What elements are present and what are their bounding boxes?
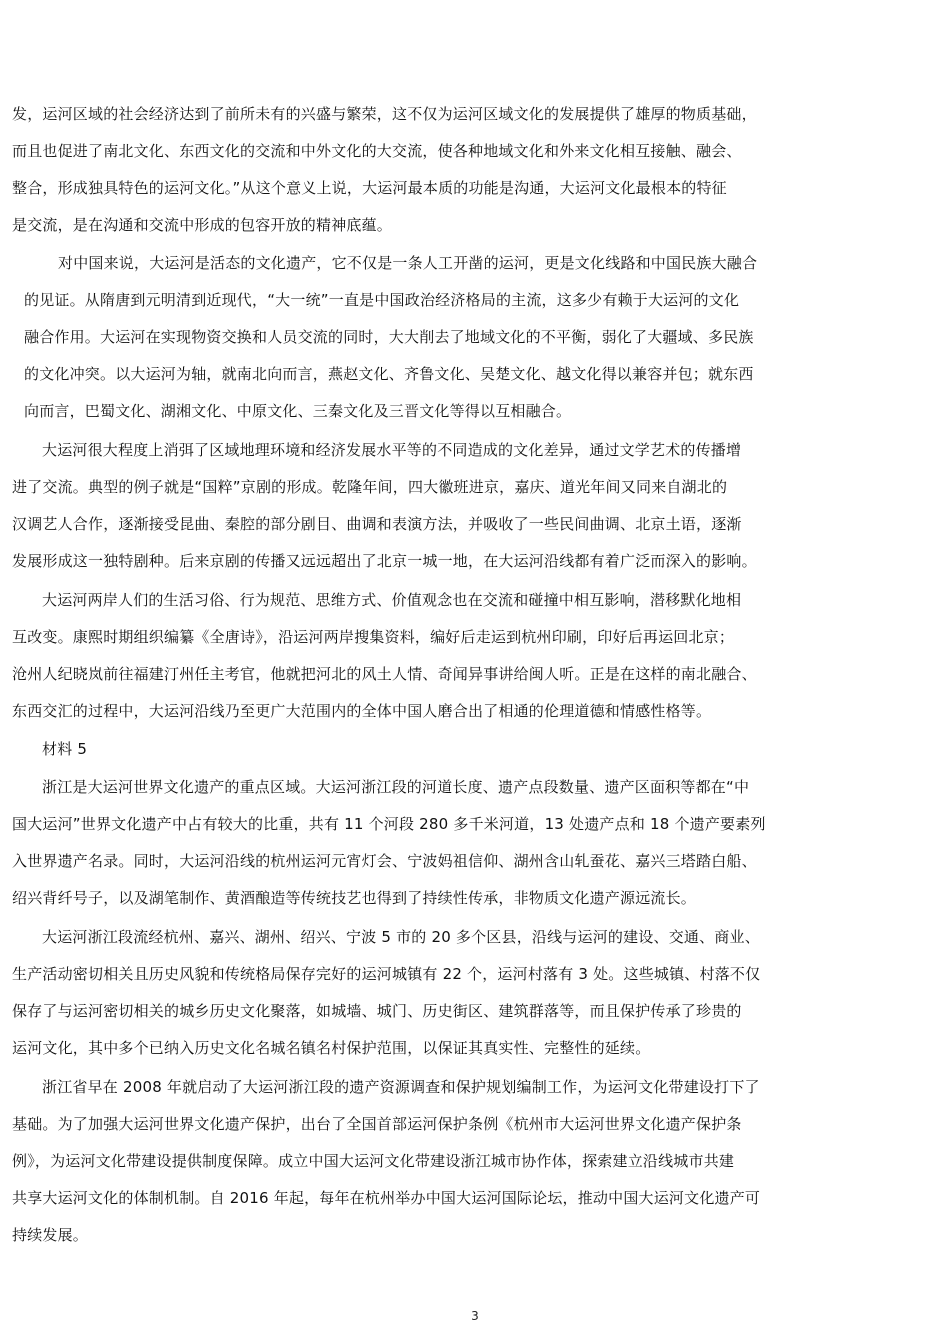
text-line: 入世界遗产名录。同时，大运河沿线的杭州运河元宵灯会、宁波妈祖信仰、湖州含山轧蚕花、嘉兴三塔踏白船、	[12, 852, 757, 870]
text-line: 汉调艺人合作，逐渐接受昆曲、秦腔的部分剧目、曲调和表演方法，并吸收了一些民间曲调、北京土语，逐渐	[12, 515, 742, 533]
text-line: 国大运河”世界文化遗产中占有较大的比重，共有 11 个河段 280 多千米河道，13 处遗产点和 18 个遗产要素列	[12, 815, 766, 833]
text-line: 浙江是大运河世界文化遗产的重点区域。大运河浙江段的河道长度、遗产点段数量、遗产区面积等都在“中	[42, 778, 750, 796]
text-line: 基础。为了加强大运河世界文化遗产保护，出台了全国首部运河保护条例《杭州市大运河世界文化遗产保护条	[12, 1115, 742, 1133]
text-line: 共享大运河文化的体制机制。自 2016 年起，每年在杭州举办中国大运河国际论坛，推动中国大运河文化遗产可	[12, 1189, 761, 1207]
text-line: 保存了与运河密切相关的城乡历史文化聚落，如城墙、城门、历史街区、建筑群落等，而且保护传承了珍贵的	[12, 1002, 742, 1020]
text-line: 发，运河区域的社会经济达到了前所未有的兴盛与繁荣，这不仅为运河区域文化的发展提供了雄厚的物质基础，	[12, 105, 757, 123]
text-line: 整合，形成独具特色的运河文化。”从这个意义上说，大运河最本质的功能是沟通，大运河文化最根本的特征	[12, 179, 727, 197]
text-line: 互改变。康熙时期组织编纂《全唐诗》，沿运河两岸搜集资料，编好后走运到杭州印刷，印好后再运回北京；	[12, 628, 735, 646]
text-line: 发展形成这一独特剧种。后来京剧的传播又远远超出了北京一城一地，在大运河沿线都有着广泛而深入的影响。	[12, 552, 757, 570]
text-line: 对中国来说，大运河是活态的文化遗产，它不仅是一条人工开凿的运河，更是文化线路和中国民族大融合	[58, 254, 758, 272]
text-line: 运河文化，其中多个已纳入历史文化名城名镇名村保护范围，以保证其真实性、完整性的延续。	[12, 1039, 651, 1057]
text-line: 向而言，巴蜀文化、湖湘文化、中原文化、三秦文化及三晋文化等得以互相融合。	[24, 402, 572, 420]
text-line: 进了交流。典型的例子就是“国粹”京剧的形成。乾隆年间，四大徽班进京，嘉庆、道光年间又同来自湖北的	[12, 478, 728, 496]
text-line: 大运河浙江段流经杭州、嘉兴、湖州、绍兴、宁波 5 市的 20 多个区县，沿线与运河的建设、交通、商业、	[42, 928, 760, 946]
text-line: 持续发展。	[12, 1226, 89, 1244]
text-line: 的文化冲突。以大运河为轴，就南北向而言，燕赵文化、齐鲁文化、吴楚文化、越文化得以兼容并包；就东西	[24, 365, 754, 383]
text-line: 浙江省早在 2008 年就启动了大运河浙江段的遗产资源调查和保护规划编制工作，为运河文化带建设打下了	[42, 1078, 760, 1096]
text-line: 沧州人纪晓岚前往福建汀州任主考官，他就把河北的风土人情、奇闻异事讲给闽人听。正是在这样的南北融合、	[12, 665, 757, 683]
text-line: 是交流，是在沟通和交流中形成的包容开放的精神底蕴。	[12, 216, 393, 234]
text-line: 融合作用。大运河在实现物资交换和人员交流的同时，大大削去了地域文化的不平衡，弱化了大疆域、多民族	[24, 328, 754, 346]
text-line: 大运河很大程度上消弭了区域地理环境和经济发展水平等的不同造成的文化差异，通过文学艺术的传播增	[42, 441, 742, 459]
text-line: 例》，为运河文化带建设提供制度保障。成立中国大运河文化带建设浙江城市协作体，探索建立沿线城市共建	[12, 1152, 735, 1170]
text-line: 生产活动密切相关且历史风貌和传统格局保存完好的运河城镇有 22 个，运河村落有 3 处。这些城镇、村落不仅	[12, 965, 761, 983]
text-line: 东西交汇的过程中，大运河沿线乃至更广大范围内的全体中国人磨合出了相通的伦理道德和情感性格等。	[12, 702, 712, 720]
page-number: 3	[471, 1309, 479, 1323]
text-line: 绍兴背纤号子，以及湖笔制作、黄酒酿造等传统技艺也得到了持续性传承，非物质文化遗产源远流长。	[12, 889, 697, 907]
section-label: 材料 5	[42, 740, 88, 758]
text-line: 大运河两岸人们的生活习俗、行为规范、思维方式、价值观念也在交流和碰撞中相互影响，潜移默化地相	[42, 591, 742, 609]
text-line: 的见证。从隋唐到元明清到近现代，“大一统”一直是中国政治经济格局的主流，这多少有赖于大运河的文化	[24, 291, 740, 309]
text-line: 而且也促进了南北文化、东西文化的交流和中外文化的大交流，使各种地域文化和外来文化相互接触、融会、	[12, 142, 742, 160]
